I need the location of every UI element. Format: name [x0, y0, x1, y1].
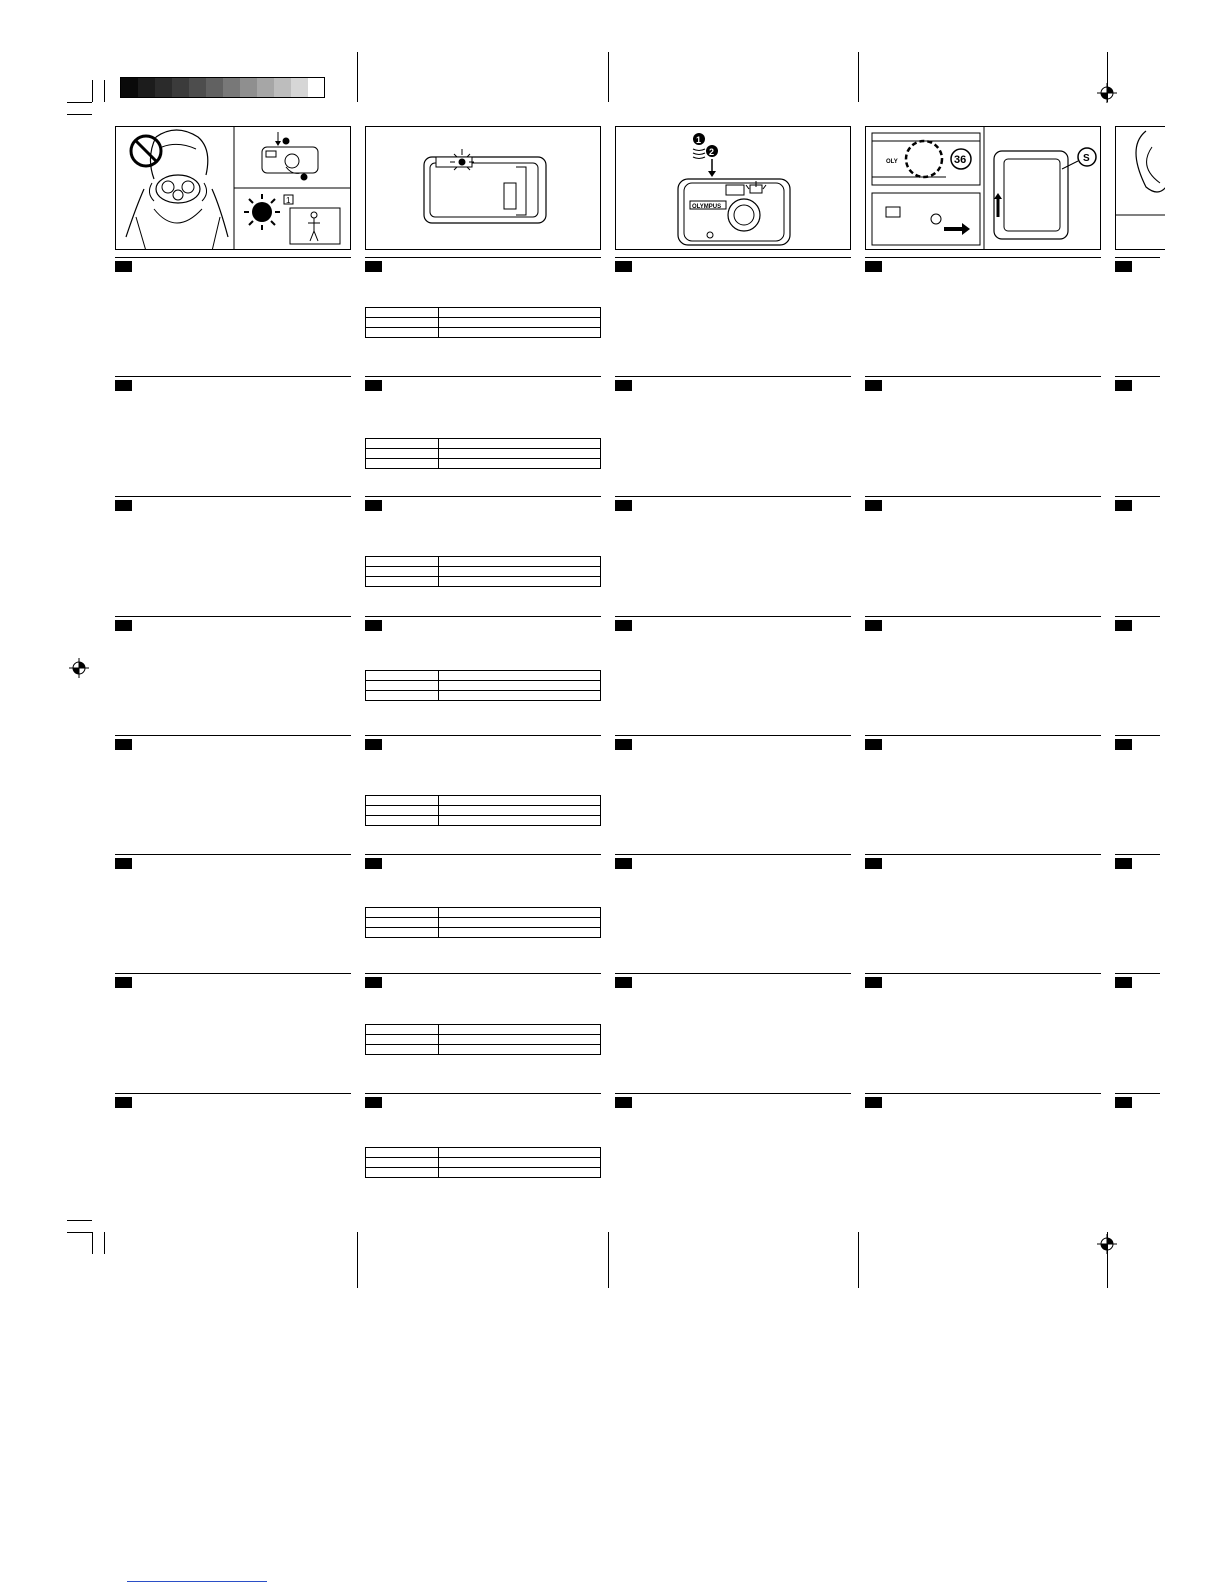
table-row-divider: [366, 576, 600, 577]
section-divider: [615, 1093, 851, 1094]
language-tab-marker: [865, 261, 882, 272]
section-divider: [365, 616, 601, 617]
no-entry-icon: [131, 136, 161, 166]
panel-label: 1: [286, 196, 291, 205]
section-divider: [365, 973, 601, 974]
section-divider: [115, 616, 351, 617]
camera-top-icon: [262, 132, 318, 181]
section-divider: [1115, 973, 1160, 974]
crop-mark: [67, 1220, 92, 1221]
table-row-divider: [366, 927, 600, 928]
illustration-panel-2: [365, 126, 601, 250]
section-divider: [365, 854, 601, 855]
calibration-strip-border: [120, 77, 325, 98]
crop-mark: [92, 1232, 93, 1254]
section-divider: [865, 973, 1101, 974]
language-tab-marker: [365, 261, 382, 272]
language-tab-marker: [1115, 620, 1132, 631]
crop-mark: [104, 1232, 105, 1254]
table-row-divider: [366, 690, 600, 691]
section-divider: [115, 496, 351, 497]
language-tab-marker: [115, 380, 132, 391]
language-tab-marker: [115, 261, 132, 272]
illustration-panel-5: [1115, 126, 1165, 250]
language-tab-marker: [865, 977, 882, 988]
illustration-panel-1: [115, 126, 351, 250]
camera-front-illustration: [616, 127, 851, 250]
language-tab-marker: [115, 620, 132, 631]
language-tab-marker: [1115, 500, 1132, 511]
spec-table: [365, 1147, 601, 1178]
table-column-divider: [438, 671, 439, 700]
strap-illustration: [1116, 127, 1165, 250]
section-divider: [865, 616, 1101, 617]
table-row-divider: [366, 1044, 600, 1045]
section-divider: [1115, 854, 1160, 855]
crop-mark: [104, 80, 105, 102]
table-row-divider: [366, 917, 600, 918]
spec-table: [365, 1024, 601, 1055]
table-row-divider: [366, 1157, 600, 1158]
table-row-divider: [366, 566, 600, 567]
language-tab-marker: [615, 261, 632, 272]
language-tab-marker: [615, 500, 632, 511]
section-divider: [1115, 735, 1160, 736]
crop-mark: [92, 80, 93, 102]
language-tab-marker: [865, 739, 882, 750]
table-row-divider: [366, 815, 600, 816]
section-divider: [615, 616, 851, 617]
section-divider: [615, 376, 851, 377]
language-tab-marker: [115, 739, 132, 750]
language-tab-marker: [615, 620, 632, 631]
crosshair-registration-icon: [69, 658, 89, 678]
language-tab-marker: [1115, 977, 1132, 988]
fold-mark: [858, 1232, 859, 1288]
language-tab-marker: [365, 977, 382, 988]
crop-mark: [67, 1232, 92, 1233]
language-tab-marker: [365, 620, 382, 631]
camera-logo: OLYMPUS: [692, 204, 722, 210]
language-tab-marker: [365, 858, 382, 869]
language-tab-marker: [365, 500, 382, 511]
section-divider: [865, 496, 1101, 497]
film-counter-illustration: [866, 127, 1101, 250]
section-divider: [365, 496, 601, 497]
table-column-divider: [438, 557, 439, 586]
table-row-divider: [366, 458, 600, 459]
table-column-divider: [438, 308, 439, 337]
section-divider: [615, 257, 851, 258]
table-row-divider: [366, 1167, 600, 1168]
illustration-panel-4: [865, 126, 1101, 250]
section-divider: [115, 854, 351, 855]
section-divider: [365, 376, 601, 377]
language-tab-marker: [865, 1097, 882, 1108]
section-divider: [865, 1093, 1101, 1094]
language-tab-marker: [1115, 261, 1132, 272]
crosshair-registration-icon: [1097, 83, 1117, 103]
language-tab-marker: [865, 858, 882, 869]
section-divider: [365, 1093, 601, 1094]
spec-table: [365, 556, 601, 587]
language-tab-marker: [615, 1097, 632, 1108]
section-divider: [115, 1093, 351, 1094]
table-column-divider: [438, 908, 439, 937]
section-divider: [115, 735, 351, 736]
table-column-divider: [438, 1025, 439, 1054]
language-tab-marker: [865, 500, 882, 511]
language-tab-marker: [115, 858, 132, 869]
language-tab-marker: [115, 977, 132, 988]
crop-mark: [67, 102, 92, 103]
table-row-divider: [366, 805, 600, 806]
section-divider: [115, 257, 351, 258]
spec-table: [365, 907, 601, 938]
section-divider: [1115, 257, 1160, 258]
language-tab-marker: [1115, 739, 1132, 750]
fold-mark: [357, 1232, 358, 1288]
language-tab-marker: [615, 739, 632, 750]
fold-mark: [608, 52, 609, 102]
fold-mark: [357, 52, 358, 102]
section-divider: [865, 376, 1101, 377]
table-column-divider: [438, 796, 439, 825]
sun-icon: [244, 194, 280, 230]
fold-mark: [1107, 1232, 1108, 1288]
table-row-divider: [366, 448, 600, 449]
crop-mark: [67, 114, 92, 115]
table-row-divider: [366, 317, 600, 318]
section-divider: [115, 973, 351, 974]
section-divider: [115, 376, 351, 377]
section-divider: [365, 257, 601, 258]
section-divider: [615, 735, 851, 736]
spec-table: [365, 670, 601, 701]
section-divider: [365, 735, 601, 736]
mode-letter: S: [1083, 153, 1090, 164]
section-divider: [615, 496, 851, 497]
illustration-panel-3: [615, 126, 851, 250]
section-divider: [1115, 376, 1160, 377]
fold-mark: [858, 52, 859, 102]
spec-table: [365, 795, 601, 826]
table-row-divider: [366, 327, 600, 328]
language-tab-marker: [365, 1097, 382, 1108]
language-tab-marker: [1115, 1097, 1132, 1108]
language-tab-marker: [865, 380, 882, 391]
language-tab-marker: [115, 500, 132, 511]
language-tab-marker: [1115, 858, 1132, 869]
language-tab-marker: [615, 858, 632, 869]
page-footer-rule: [127, 1581, 267, 1582]
language-tab-marker: [865, 620, 882, 631]
camera-logo: OLY: [886, 159, 898, 165]
spec-table: [365, 438, 601, 469]
step-marker: 2: [709, 147, 715, 157]
table-row-divider: [366, 1034, 600, 1035]
holding-camera-illustration: [116, 127, 351, 250]
language-tab-marker: [365, 739, 382, 750]
section-divider: [865, 257, 1101, 258]
table-column-divider: [438, 439, 439, 468]
section-divider: [615, 973, 851, 974]
language-tab-marker: [615, 977, 632, 988]
step-marker: 1: [696, 135, 702, 145]
camera-back-illustration: [366, 127, 601, 250]
section-divider: [865, 735, 1101, 736]
language-tab-marker: [615, 380, 632, 391]
section-divider: [865, 854, 1101, 855]
language-tab-marker: [1115, 380, 1132, 391]
language-tab-marker: [115, 1097, 132, 1108]
counter-value: 36: [954, 154, 967, 166]
table-column-divider: [438, 1148, 439, 1177]
table-row-divider: [366, 680, 600, 681]
section-divider: [615, 854, 851, 855]
fold-mark: [608, 1232, 609, 1288]
spec-table: [365, 307, 601, 338]
section-divider: [1115, 1093, 1160, 1094]
section-divider: [1115, 616, 1160, 617]
language-tab-marker: [365, 380, 382, 391]
section-divider: [1115, 496, 1160, 497]
